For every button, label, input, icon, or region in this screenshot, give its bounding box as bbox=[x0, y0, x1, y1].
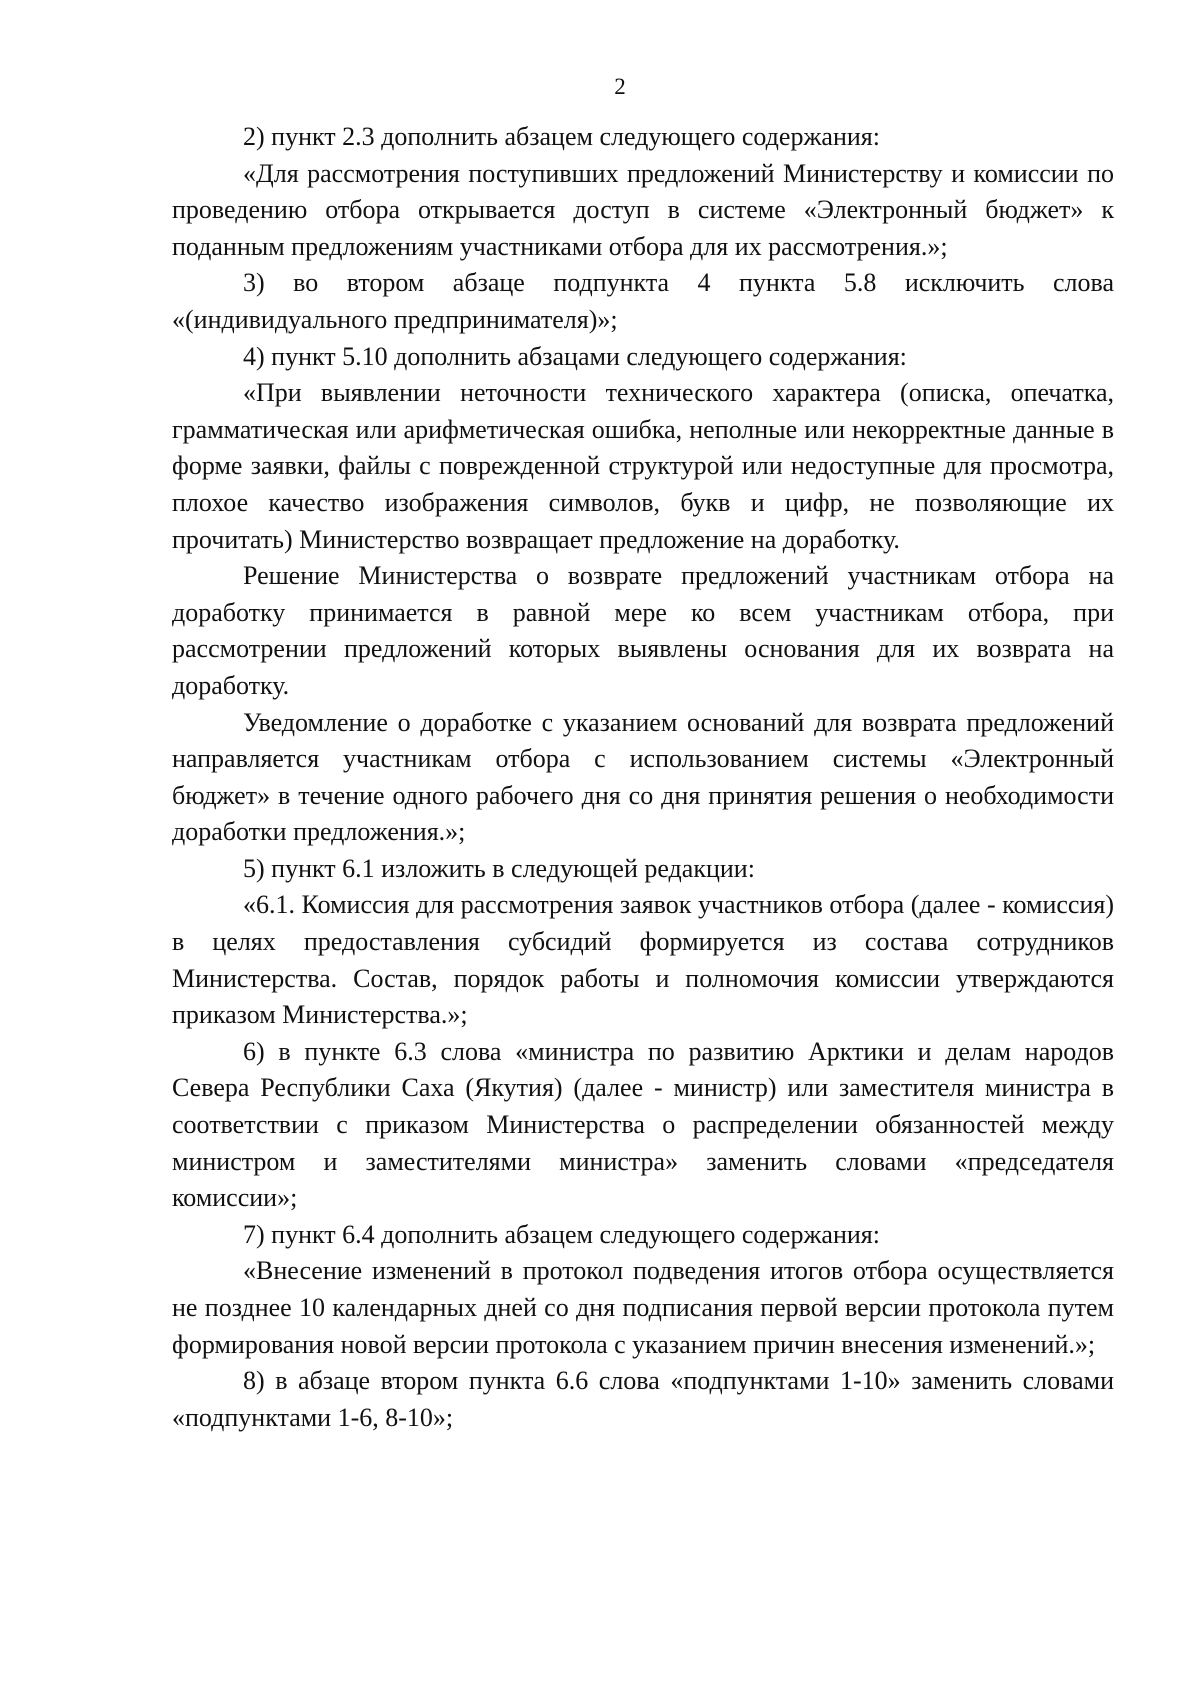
paragraph-item-2: 2) пункт 2.3 дополнить абзацем следующего содержания: bbox=[243, 122, 880, 151]
page-number: 2 bbox=[614, 74, 626, 99]
paragraph-item-5-text: «6.1. Комиссия для рассмотрения заявок участников отбора (далее - комиссия) в целях предоставления субсидий формируется из состава сотрудников Министерства. Состав, порядок работы и полномочия комиссии утверждаются приказом Министерства.»; bbox=[172, 890, 1114, 1030]
paragraph-item-2-text: «Для рассмотрения поступивших предложений Министерству и комиссии по проведению отбора открывается доступ в системе «Электронный бюджет» к поданным предложениям участниками отбора для их рассмотрения.»; bbox=[172, 158, 1114, 261]
paragraph-item-4: 4) пункт 5.10 дополнить абзацами следующего содержания: bbox=[243, 341, 907, 371]
paragraph-item-4-text-1: «При выявлении неточности технического характера (описка, опечатка, грамматическая или арифметическая ошибка, неполные или некорректные данные в форме заявки, файлы с поврежденной структурой или недоступные для просмотра, плохое качество изображения символов, букв и цифр, не позволяющие их прочитать) Министерство возвращает предложение на доработку. bbox=[172, 378, 1114, 554]
paragraph-item-5: 5) пункт 6.1 изложить в следующей редакции: bbox=[243, 853, 755, 883]
paragraph-item-6: 6) в пункте 6.3 слова «министра по развитию Арктики и делам народов Севера Республики Саха (Якутия) (далее - министр) или заместителя министра в соответствии с приказом Министерства о распределении обязанностей между министром и заместителями министра» заменить словами «председателя комиссии»; bbox=[172, 1036, 1114, 1213]
document-body bbox=[172, 119, 1114, 1436]
paragraph-item-4-text-3: Уведомление о доработке с указанием оснований для возврата предложений направляется участникам отбора с использованием системы «Электронный бюджет» в течение одного рабочего дня со дня принятия решения о необходимости доработки предложения.»; bbox=[172, 707, 1114, 847]
paragraph-item-8: 8) в абзаце втором пункта 6.6 слова «подпунктами 1-10» заменить словами «подпунктами 1-6, 8-10»; bbox=[172, 1366, 1114, 1432]
paragraph-item-7-text: «Внесение изменений в протокол подведения итогов отбора осуществляется не позднее 10 календарных дней со дня подписания первой версии протокола путем формирования новой версии протокола с указанием причин внесения изменений.»; bbox=[172, 1256, 1114, 1359]
paragraph-item-4-text-2: Решение Министерства о возврате предложений участникам отбора на доработку принимается в равной мере ко всем участникам отбора, при рассмотрении предложений которых выявлены основания для их возврата на доработку. bbox=[172, 561, 1114, 700]
paragraph-item-7: 7) пункт 6.4 дополнить абзацем следующего содержания: bbox=[243, 1219, 880, 1249]
paragraph-item-3: 3) во втором абзаце подпункта 4 пункта 5.8 исключить слова «(индивидуального предпринимателя)»; bbox=[172, 268, 1114, 334]
